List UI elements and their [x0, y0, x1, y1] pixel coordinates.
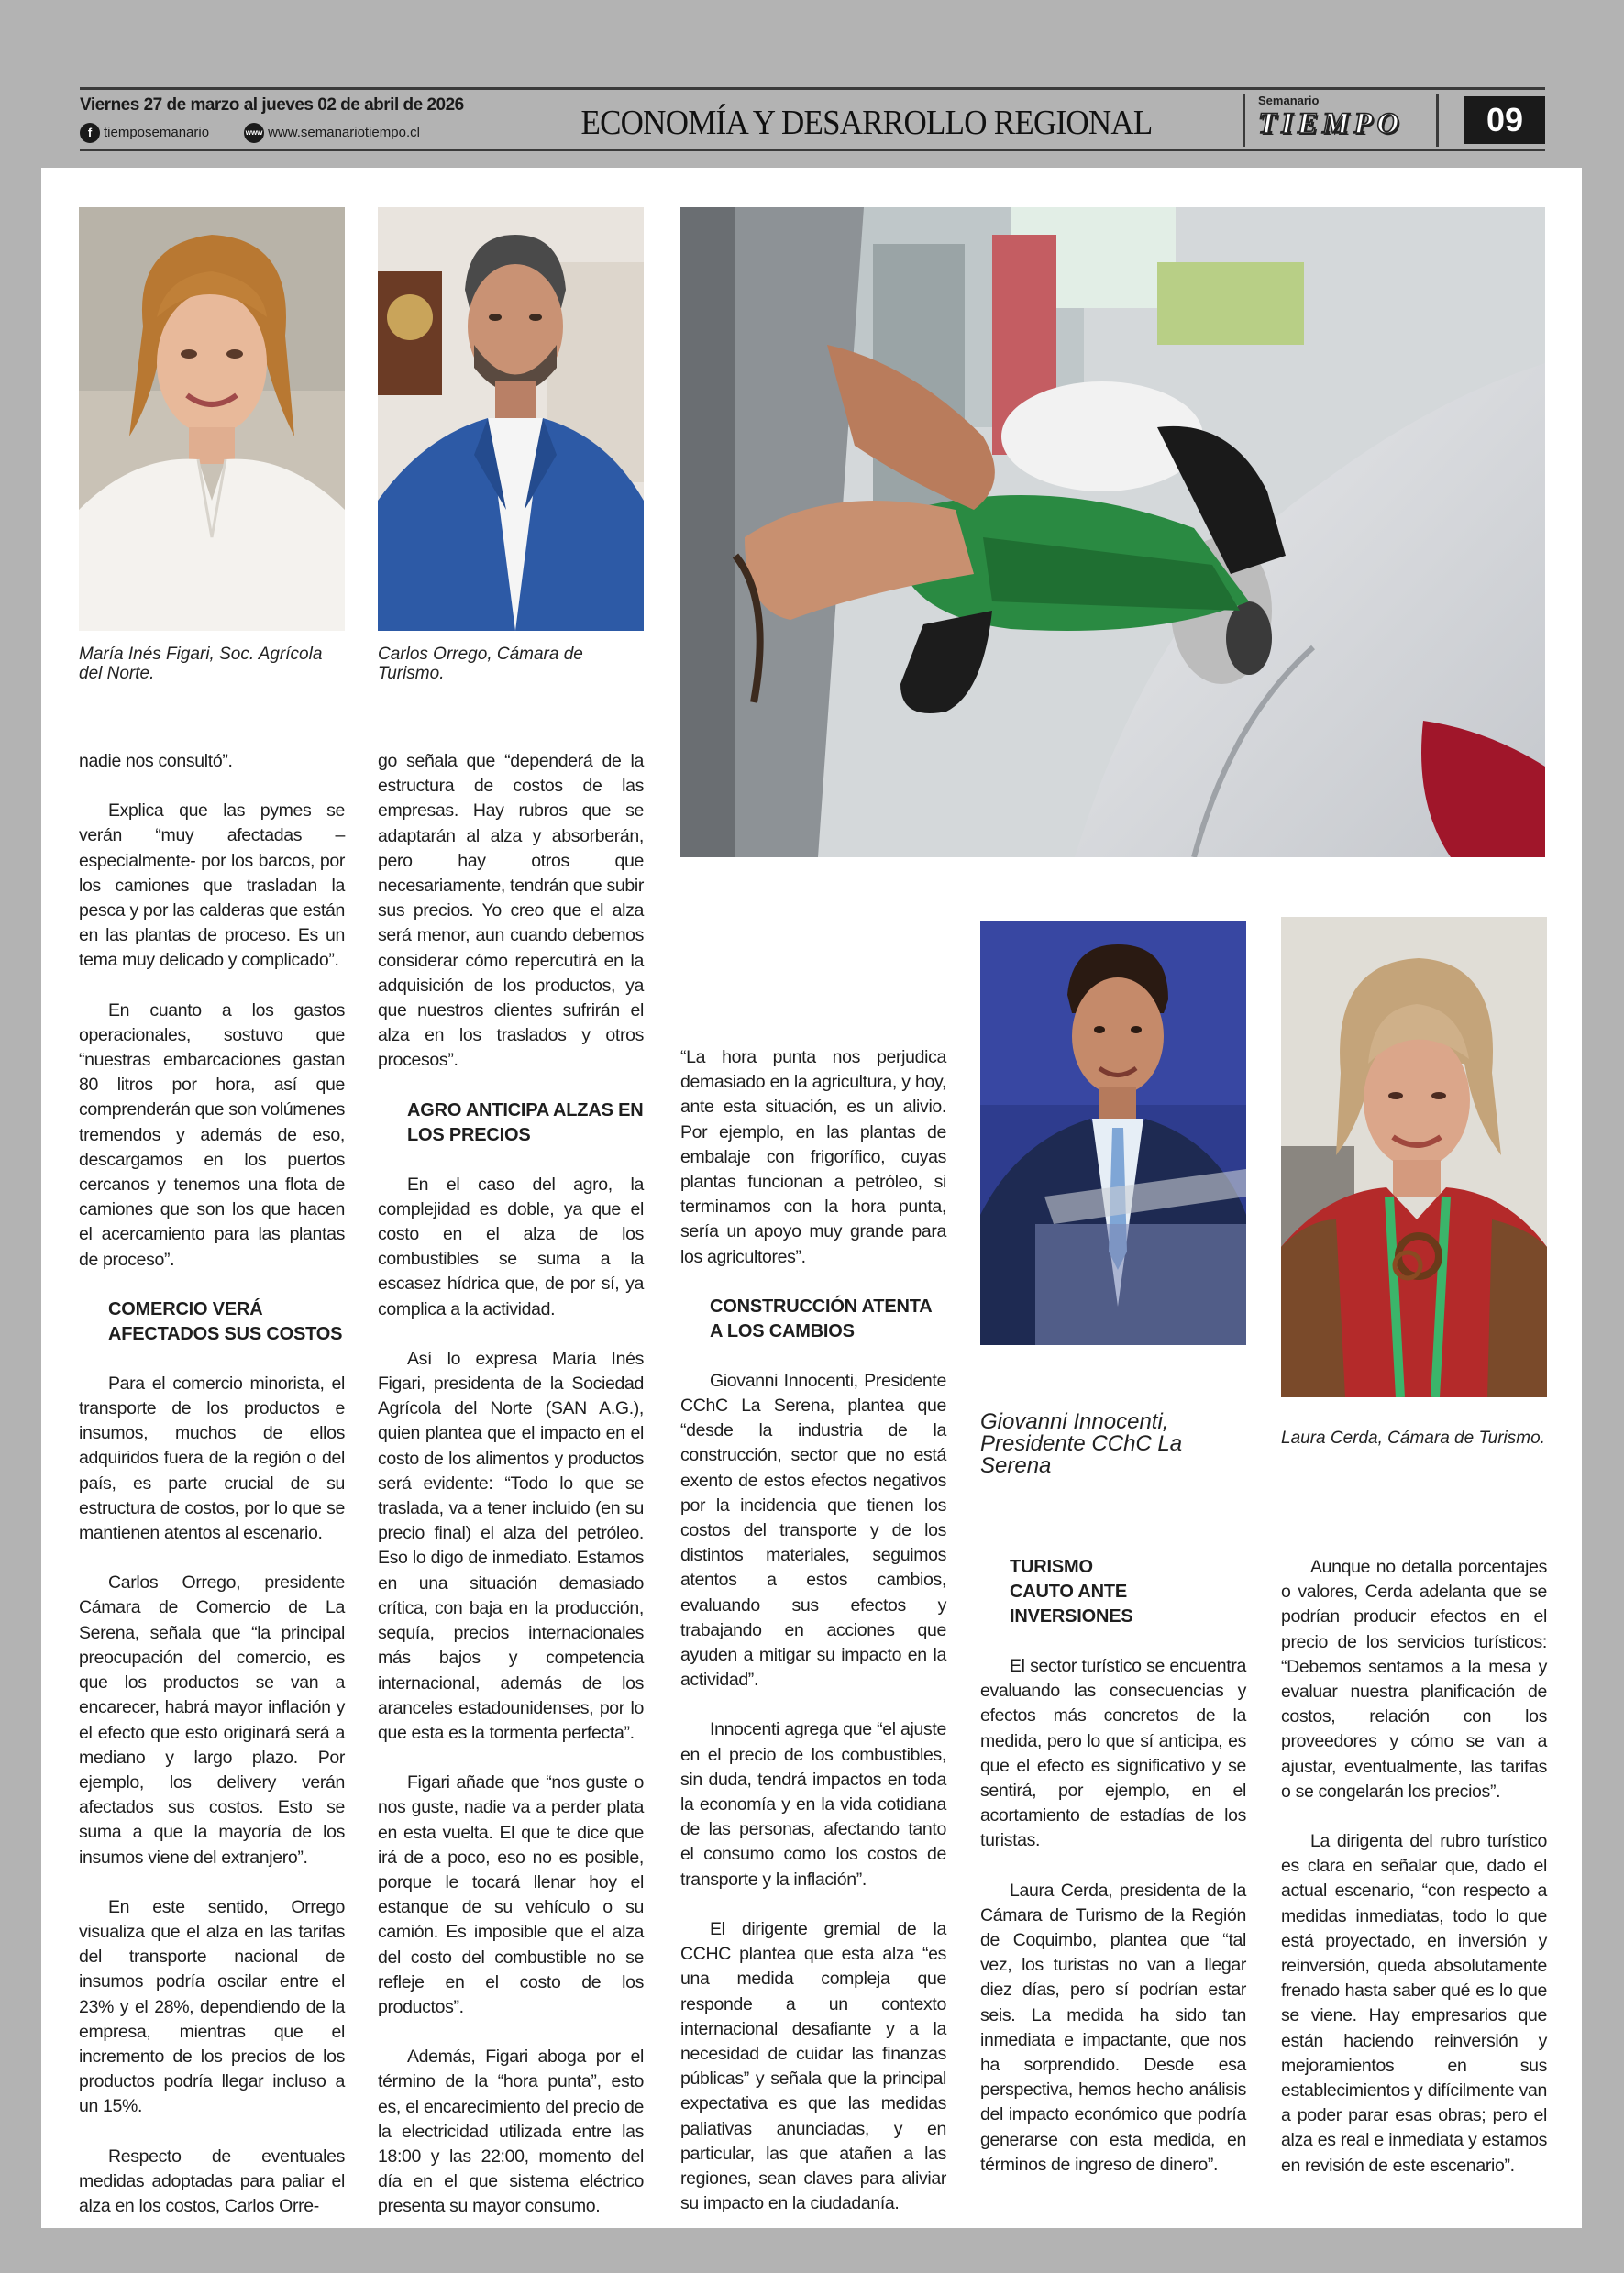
article-column-1 [79, 749, 345, 2244]
logo-small-text: Semanario [1258, 94, 1320, 107]
paragraph: Carlos Orrego, presidente Cámara de Comercio de La Serena, señala que “la principal preocupación del comercio, es que los productos se van a encarecer, habrá mayor inflación y el efecto que esto originará será a mediano y largo plazo. Por ejemplo, los delivery verán afectados sus costos. Esto se suma a que la mayoría de los insumos viene del extranjero”. [79, 1572, 345, 1868]
paragraph: Respecto de eventuales medidas adoptadas para paliar el alza en los costos, Carlos Orre- [79, 2146, 345, 2216]
paragraph: Así lo expresa María Inés Figari, presidenta de la Sociedad Agrícola del Norte (SAN A.G.), quien plantea que el impacto en el costo de los alimentos y productos será evidente: “Todo lo que se traslada, va a tener incluido (en su precio final) el alza del petróleo. Eso lo digo de inmediato. Estamos en una situación demasiado crítica, con baja en la producción, sequía, precios internacionales más bajos y competencia internacional, además de los aranceles estadounidenses, por lo que esta es la tormenta perfecta”. [378, 1348, 644, 1743]
photo-laura-cerda [1281, 917, 1547, 1397]
paragraph: En este sentido, Orrego visualiza que el alza en las tarifas del transporte nacional de insumos podría oscilar entre el 23% y el 28%, dependiendo de la empresa, mientras que el incremento de los precios de los productos podría llegar incluso a un 15%. [79, 1896, 345, 2117]
newspaper-logo [1243, 94, 1439, 147]
globe-icon: www [244, 123, 264, 143]
photo-carlos-orrego [378, 207, 644, 631]
photo-maria-ines-figari [79, 207, 345, 631]
paragraph: Para el comercio minorista, el transporte de los productos e insumos, muchos de ellos adquiridos fuera de la región o del país, es parte crucial de su estructura de costos, por lo que se mantienen atentos al escenario. [79, 1373, 345, 1544]
subheading-agro: AGRO ANTICIPA ALZAS EN LOS PRECIOS [407, 1099, 644, 1145]
subheading-turismo: TURISMO CAUTO ANTE INVERSIONES [1010, 1557, 1133, 1627]
website-url: www.semanariotiempo.cl [268, 124, 420, 140]
caption-figari: María Inés Figari, Soc. Agrícola del Norte. [79, 645, 323, 683]
page-header [80, 87, 1545, 151]
article-column-4 [980, 1555, 1246, 2202]
issue-date: Viernes 27 de marzo al jueves 02 de abril de 2026 [80, 95, 464, 115]
page-number: 09 [1464, 96, 1545, 144]
photo-fuel-pump-nozzle [680, 207, 1545, 857]
subheading-comercio: COMERCIO VERÁ AFECTADOS SUS COSTOS [108, 1298, 343, 1344]
paragraph: Laura Cerda, presidenta de la Cámara de Turismo de la Región de Coquimbo, plantea que “tal vez, los turistas no van a llegar diez días, pero sí podrían estar seis. La medida ha sido tan inmediata e impactante, que nos ha sorprendido. Desde esa perspectiva, hemos hecho análisis del impacto económico que podría generarse con esta medida, en términos de ingreso de dinero”. [980, 1880, 1246, 2175]
paragraph: El sector turístico se encuentra evaluando las consecuencias y efectos más concretos de la medida, pero lo que sí anticipa, es que el efecto es significativo y se sentirá, por ejemplo, en el acortamiento de estadías de los turistas. [980, 1656, 1246, 1851]
facebook-icon: f [80, 123, 100, 143]
caption-innocenti: Giovanni Innocenti, Presidente CChC La Serena [980, 1409, 1183, 1478]
paragraph: Aunque no detalla porcentajes o valores, Cerda adelanta que se podrían producir efectos en el precio de los servicios turísticos: “Debemos sentamos a la mesa y evaluar nuestra planificación de costos, relación con los proveedores y cómo se van a ajustar, eventualmente, las tarifas o se congelarán los precios”. [1281, 1557, 1547, 1802]
paragraph: La dirigenta del rubro turístico es clara en señalar que, dado el actual escenario, “con respecto a medidas inmediatas, todo lo que está proyectado, en inversión y reinversión, queda absolutamente frenado hasta saber qué es lo que se viene. Hay empresarios que están haciendo reinversión y mejoramientos en sus establecimientos y difícilmente van a poder parar esas obras; pero el alza es real e inmediata y estamos en revisión de este escenario”. [1281, 1831, 1547, 2176]
paragraph: go señala que “dependerá de la estructura de costos de las empresas. Hay rubros que se adaptarán al alza y absorberán, pero hay otros que necesariamente, tendrán que subir sus precios. Yo creo que el alza será menor, aun cuando debemos considerar cómo repercutirá en la adquisición de los productos, ya que nuestros clientes sufrirán el alza en los traslados y otros procesos”. [378, 751, 644, 1071]
paragraph: Además, Figari aboga por el término de la “hora punta”, esto es, el encarecimiento del precio de la electricidad utilizada entre las 18:00 y las 22:00, momento del día en el que sistema eléctrico presenta su mayor consumo. [378, 2047, 644, 2217]
paragraph: Explica que las pymes se verán “muy afectadas –especialmente- por los barcos, por los camiones que trasladan la pesca y por las calderas que están en las plantas de proceso. Es un tema muy delicado y complicado”. [79, 800, 345, 971]
logo-name: TIEMPO [1258, 107, 1404, 140]
paragraph: “La hora punta nos perjudica demasiado en la agricultura, y hoy, ante esta situación, es un alivio. Por ejemplo, en las plantas de embalaje con frigorífico, cuyas plantas funcionan a petróleo, si terminamos con la hora punta, sería un apoyo muy grande para los agricultores”. [680, 1047, 946, 1267]
paragraph: El dirigente gremial de la CCHC plantea que esta alza “es una medida compleja que responde a un contexto internacional desafiante y a la necesidad de cuidar las finanzas públicas” y señala que la principal expectativa es que las medidas paliativas anunciadas, y en particular, las que atañen a las regiones, sean claves para aliviar su impacto en la ciudadanía. [680, 1918, 946, 2214]
paragraph: Innocenti agrega que “el ajuste en el precio de los combustibles, sin duda, tendrá impactos en toda la economía y en la vida cotidiana de las personas, afectando tanto el consumo como los costos de transporte y la inflación”. [680, 1719, 946, 1890]
article-column-3 [680, 1045, 946, 2241]
paragraph: Giovanni Innocenti, Presidente CChC La Serena, plantea que “desde la industria de la construcción, sector que no está exento de estos efectos negativos por la incidencia que tienen los costos del transporte y de los distintos materiales, seguimos atentos a estos cambios, evaluando sus efectos y trabajando en acciones que ayuden a mitigar su impacto en la actividad”. [680, 1370, 946, 1691]
paragraph: Figari añade que “nos guste o nos guste, nadie va a perder plata en esta vuelta. El que te dice que irá de a poco, eso no es posible, porque le tocará llenar hoy el estanque de su vehículo o su camión. Es imposible que el alza del costo del combustible no se refleje en el costo de los productos”. [378, 1772, 644, 2017]
paragraph: nadie nos consultó”. [79, 751, 233, 771]
photo-giovanni-innocenti [980, 921, 1246, 1345]
caption-orrego: Carlos Orrego, Cámara de Turismo. [378, 645, 583, 683]
facebook-handle: tiemposemanario [104, 124, 210, 140]
website-link[interactable] [244, 123, 420, 143]
subheading-construccion: CONSTRUCCIÓN ATENTA A LOS CAMBIOS [710, 1296, 932, 1341]
caption-cerda: Laura Cerda, Cámara de Turismo. [1281, 1429, 1545, 1448]
paragraph: En cuanto a los gastos operacionales, sostuvo que “nuestras embarcaciones gastan 80 litros por hora, así que comprenderán que son volúmenes tremendos y además de eso, descargamos en los puertos cercanos y tenemos una flota de camiones que son los que hacen el acercamiento para las plantas de proceso”. [79, 999, 345, 1270]
facebook-link[interactable] [80, 123, 209, 143]
header-links [80, 123, 420, 143]
paragraph: En el caso del agro, la complejidad es doble, ya que el costo en el alza de los combustibles se suma a la escasez hídrica que, de por sí, ya complica a la actividad. [378, 1174, 644, 1319]
article-column-5 [1281, 1555, 1547, 2203]
article-column-2 [378, 749, 644, 2245]
section-title: ECONOMÍA Y DESARROLLO REGIONAL [580, 104, 1153, 142]
article-sheet [41, 168, 1582, 2228]
